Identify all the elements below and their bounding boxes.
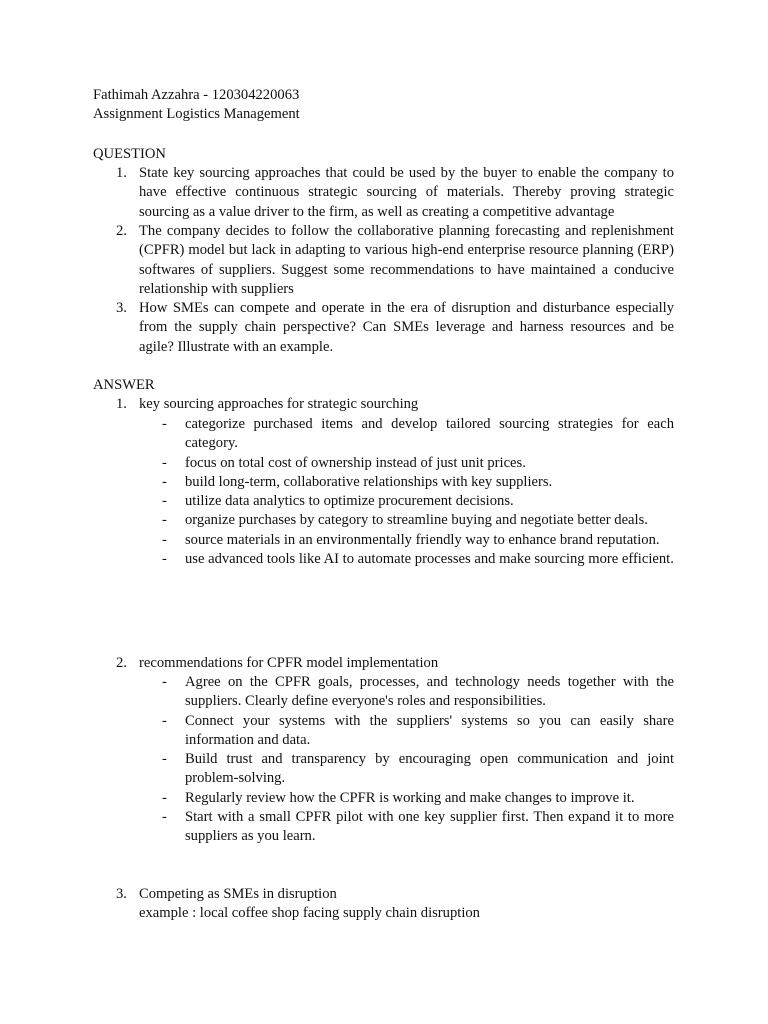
list-item xyxy=(93,550,674,569)
answer-heading-text: Competing as SMEs in disruption xyxy=(139,886,337,902)
dash-marker: - xyxy=(162,531,167,548)
question-item xyxy=(93,164,674,222)
list-item xyxy=(93,789,674,808)
answer-number: 1. xyxy=(116,396,127,412)
list-item xyxy=(93,531,674,550)
dash-marker: - xyxy=(162,712,167,729)
bullet-text: focus on total cost of ownership instead of just unit prices. xyxy=(185,454,526,471)
bullet-text: source materials in an environmentally friendly way to enhance brand reputation. xyxy=(185,531,660,548)
list-item xyxy=(93,712,674,751)
dash-marker: - xyxy=(162,454,167,471)
dash-marker: - xyxy=(162,416,167,432)
bullet-list xyxy=(93,673,674,847)
bullet-text: utilize data analytics to optimize procurement decisions. xyxy=(185,493,514,510)
question-number: 2. xyxy=(116,223,127,239)
dash-marker: - xyxy=(162,512,167,529)
course-line: Assignment Logistics Management xyxy=(93,106,300,123)
bullet-text: Build trust and transparency by encouraging open communication and joint problem-solving. xyxy=(185,751,674,787)
bullet-text: categorize purchased items and develop tailored sourcing strategies for each category. xyxy=(185,416,674,452)
question-text: The company decides to follow the collaborative planning forecasting and replenishment (CPFR) model but lack in adapting to various high-end enterprise resource planning (ERP) softwares of suppliers. Suggest some recommendations to have maintained a conducive relationship with suppliers xyxy=(139,223,674,297)
dash-marker: - xyxy=(162,493,167,510)
dash-marker: - xyxy=(162,809,167,826)
bullet-text: build long-term, collaborative relationships with key suppliers. xyxy=(185,473,553,490)
bullet-text: use advanced tools like AI to automate processes and make sourcing more efficient. xyxy=(185,551,674,568)
list-item xyxy=(93,750,674,789)
question-text: State key sourcing approaches that could be used by the buyer to enable the company to have effective continuous strategic sourcing of materials. Thereby proving strategic sourcing as a value driver to the firm, as well as creating a competitive advantage xyxy=(139,165,674,220)
answer-heading xyxy=(93,654,674,673)
question-item xyxy=(93,299,674,357)
question-title: QUESTION xyxy=(93,146,166,162)
answer-heading-text: recommendations for CPFR model implementation xyxy=(139,655,439,671)
answer-heading-text: key sourcing approaches for strategic sourching xyxy=(139,396,419,412)
bullet-text: Start with a small CPFR pilot with one key supplier first. Then expand it to more suppliers as you learn. xyxy=(185,809,674,845)
dash-marker: - xyxy=(162,551,167,568)
answer-heading xyxy=(93,395,674,414)
list-item xyxy=(93,454,674,473)
question-text: How SMEs can compete and operate in the era of disruption and disturbance especially from the supply chain perspective? Can SMEs leverage and harness resources and be agile? Illustrate with an example. xyxy=(139,300,674,355)
example-line: example : local coffee shop facing supply chain disruption xyxy=(139,905,480,922)
bullet-text: Regularly review how the CPFR is working and make changes to improve it. xyxy=(185,789,635,806)
dash-marker: - xyxy=(162,473,167,490)
bullet-list xyxy=(93,415,674,569)
document-header xyxy=(93,86,300,125)
dash-marker: - xyxy=(162,789,167,806)
bullet-text: organize purchases by category to streamline buying and negotiate better deals. xyxy=(185,512,648,529)
list-item xyxy=(93,673,674,712)
answer-number: 2. xyxy=(116,655,127,671)
answer-title: ANSWER xyxy=(93,377,155,393)
author-line: Fathimah Azzahra - 120304220063 xyxy=(93,87,300,103)
list-item xyxy=(93,808,674,847)
dash-marker: - xyxy=(162,674,167,690)
question-item xyxy=(93,222,674,299)
bullet-text: Agree on the CPFR goals, processes, and technology needs together with the suppliers. Clearly define everyone's roles and responsibilities. xyxy=(185,674,674,710)
list-item xyxy=(93,473,674,492)
answer-heading xyxy=(93,885,674,924)
question-number: 3. xyxy=(116,300,127,316)
list-item xyxy=(93,492,674,511)
bullet-text: Connect your systems with the suppliers' systems so you can easily share information and data. xyxy=(185,712,674,748)
list-item xyxy=(93,511,674,530)
question-number: 1. xyxy=(116,165,127,181)
answer-number: 3. xyxy=(116,886,127,902)
list-item xyxy=(93,415,674,454)
dash-marker: - xyxy=(162,751,167,768)
